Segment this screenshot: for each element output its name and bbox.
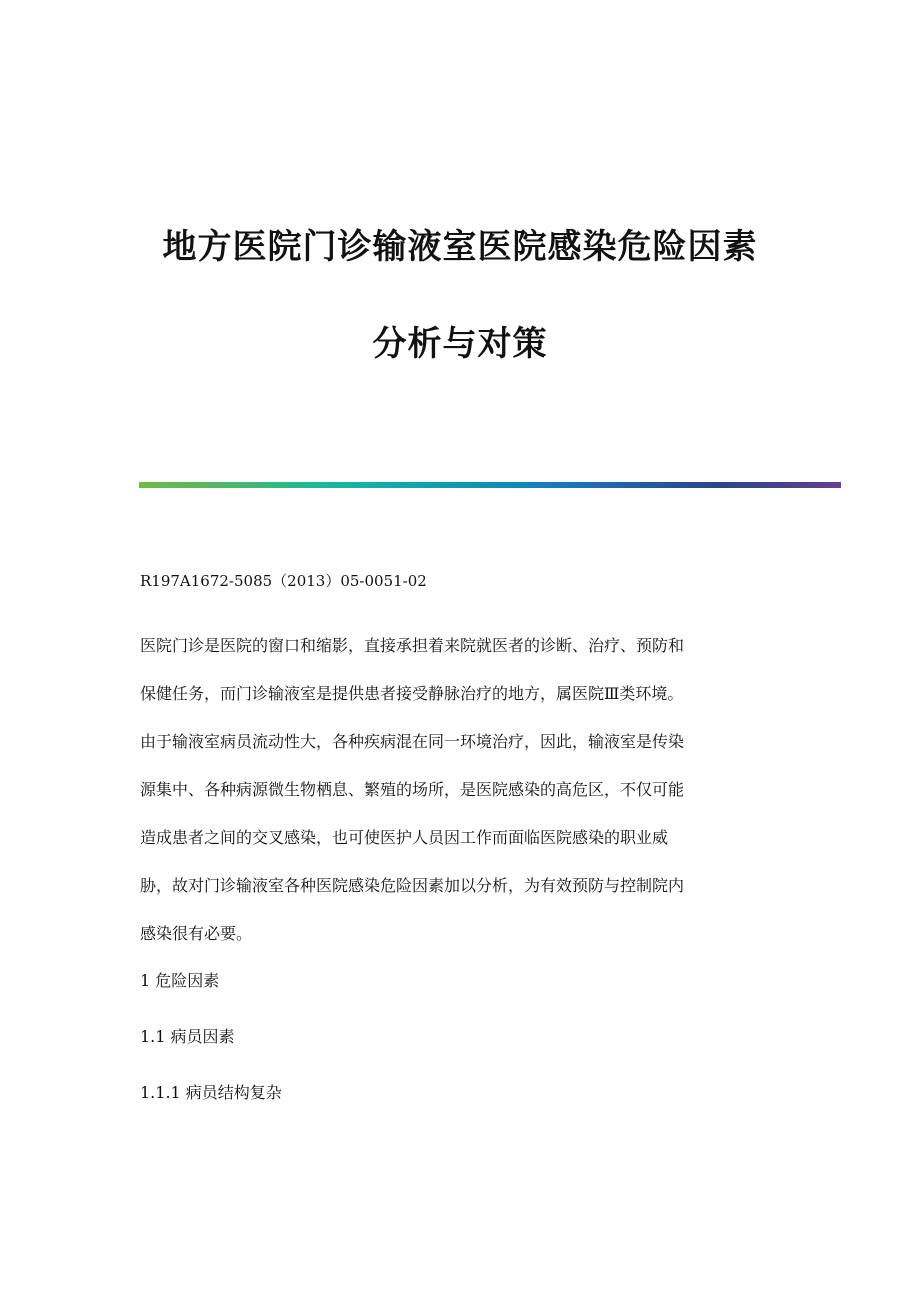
paragraph-line: 由于输液室病员流动性大，各种疾病混在同一环境治疗，因此，输液室是传染	[140, 732, 685, 751]
paragraph-line: 胁，故对门诊输液室各种医院感染危险因素加以分析，为有效预防与控制院内	[140, 876, 685, 895]
document-code: R197A1672-5085（2013）05-0051-02	[140, 572, 427, 590]
subsection-heading-patient-factors: 1.1 病员因素	[140, 1027, 235, 1046]
paragraph-line: 保健任务，而门诊输液室是提供患者接受静脉治疗的地方，属医院Ⅲ类环境。	[140, 684, 684, 703]
section-heading-risk-factors: 1 危险因素	[140, 971, 220, 990]
gradient-divider	[139, 482, 841, 488]
subsubsection-heading-patient-structure: 1.1.1 病员结构复杂	[140, 1083, 282, 1102]
paragraph-line: 造成患者之间的交叉感染，也可使医护人员因工作而面临医院感染的职业威	[140, 828, 669, 847]
document-title-line-2: 分析与对策	[372, 324, 548, 364]
intro-paragraph	[140, 622, 780, 958]
paragraph-line: 源集中、各种病源微生物栖息、繁殖的场所，是医院感染的高危区，不仅可能	[140, 780, 685, 799]
paragraph-line: 医院门诊是医院的窗口和缩影，直接承担着来院就医者的诊断、治疗、预防和	[140, 636, 685, 655]
document-title-line-1: 地方医院门诊输液室医院感染危险因素	[162, 227, 758, 267]
paragraph-line: 感染很有必要。	[140, 924, 253, 943]
